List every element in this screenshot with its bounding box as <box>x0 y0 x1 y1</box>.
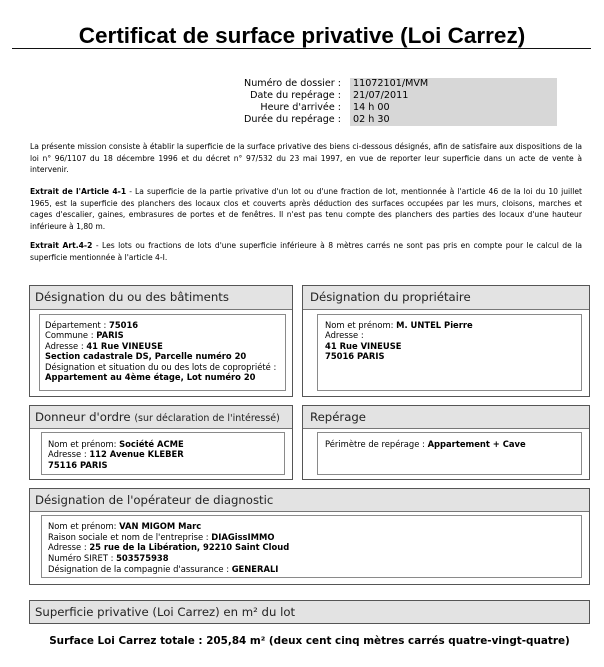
buildings-section <box>29 285 293 397</box>
department-label: Département : <box>45 320 107 330</box>
operator-name-line <box>48 521 581 532</box>
building-address-value: 41 Rue VINEUSE <box>86 340 163 351</box>
article-4-2-text: - Les lots ou fractions de lots d'une superficie inférieure à 8 mètres carrés ne sont pas pris en compte pour le calcul de la superficie mentionnée à l'article 4-I. <box>30 241 582 262</box>
client-address-line <box>48 449 284 459</box>
commune-line <box>45 330 285 340</box>
operator-section <box>29 488 590 585</box>
operator-details <box>41 515 582 578</box>
operator-address-line <box>48 542 581 553</box>
perimeter-value: Appartement + Cave <box>427 439 526 449</box>
building-address-line <box>45 341 285 351</box>
operator-insurance-line <box>48 564 581 575</box>
client-details <box>41 432 285 475</box>
duration-row <box>191 114 557 126</box>
article-4-2-paragraph <box>30 240 582 263</box>
owner-address-line2: 75016 PARIS <box>325 351 385 362</box>
client-section-title: Donneur d'ordre <box>35 410 131 424</box>
operator-name-label: Nom et prénom: <box>48 521 117 531</box>
inspection-date-value: 21/07/2011 <box>350 90 557 102</box>
buildings-details <box>39 314 286 391</box>
dossier-number-value: 11072101/MVM <box>350 78 557 90</box>
operator-name-value: VAN MIGOM Marc <box>119 521 202 531</box>
total-area-line <box>29 634 590 648</box>
total-area-words: (deux cent cinq mètres carrés quatre-vingt-quatre) <box>268 635 570 647</box>
operator-siret-line <box>48 553 581 564</box>
arrival-time-label: Heure d'arrivée : <box>260 102 341 113</box>
owner-section-header: Désignation du propriétaire <box>303 286 589 310</box>
operator-address-value: 25 rue de la Libération, 92210 Saint Cloud <box>89 542 290 553</box>
article-4-1-title: Extrait de l'Article 4-1 <box>30 187 127 196</box>
commune-value: PARIS <box>96 330 124 341</box>
client-address-label: Adresse : <box>48 449 87 460</box>
total-area-label: Surface Loi Carrez totale : <box>49 635 203 647</box>
title-divider <box>12 48 591 49</box>
department-line <box>45 320 285 330</box>
owner-address-label: Adresse : <box>325 330 364 341</box>
area-section-header: Superficie privative (Loi Carrez) en m² du lot <box>30 601 589 623</box>
dossier-info <box>191 78 557 126</box>
lots-label: Désignation et situation du ou des lots de copropriété : <box>45 361 277 372</box>
mission-paragraph: La présente mission consiste à établir la superficie de la surface privative des biens ci-dessous désignés, afin de satisfaire aux dispositions de la loi n° 96/1107 du 18 décembre 1996 et du décret n° 97/532 du 23 mai 1997, en vue de reporter leur superficie dans un acte de vente à intervenir. <box>30 142 582 174</box>
client-address-line2: 75116 PARIS <box>48 459 108 470</box>
owner-address-line1: 41 Rue VINEUSE <box>325 340 402 351</box>
operator-insurance-value: GENERALI <box>231 563 279 574</box>
duration-label: Durée du repérage : <box>243 114 341 125</box>
arrival-time-row <box>191 102 557 114</box>
client-address-value: 112 Avenue KLEBER <box>89 449 184 460</box>
operator-address-label: Adresse : <box>48 542 87 553</box>
owner-details <box>317 314 582 391</box>
client-name-line <box>48 439 284 449</box>
operator-company-line <box>48 532 581 543</box>
operator-siret-label: Numéro SIRET : <box>48 553 114 564</box>
dossier-number-row <box>191 78 557 90</box>
client-section-header <box>30 406 292 429</box>
client-section-note: (sur déclaration de l'intéressé) <box>134 413 280 424</box>
building-address-label: Adresse : <box>45 340 84 351</box>
client-name-value: Société ACME <box>119 439 184 449</box>
operator-company-value: DIAGissIMMO <box>211 531 275 542</box>
area-section <box>29 600 590 624</box>
client-section <box>29 405 293 480</box>
perimeter-label: Périmètre de repérage : <box>325 439 425 449</box>
operator-siret-value: 503575938 <box>116 553 169 564</box>
page-title: Certificat de surface privative (Loi Carrez) <box>78 23 526 48</box>
inspection-details <box>317 432 582 475</box>
inspection-section <box>302 405 590 480</box>
operator-section-header: Désignation de l'opérateur de diagnostic <box>30 489 589 512</box>
duration-value: 02 h 30 <box>350 114 557 126</box>
department-value: 75016 <box>109 320 139 330</box>
article-4-1-text: - La superficie de la partie privative d'un lot ou d'une fraction de lot, mentionnée à l'article 46 de la loi du 10 juillet 1965, est la superficie des planchers des locaux clos et couverts après déduction des surfaces occupées par les murs, cloisons, marches et cages d'escalier, gaines, embrasures de portes et de fenêtres. Il n'est pas tenu compte des planchers des parties des locaux d'une hauteur inférieure à 1,80 m. <box>30 187 583 231</box>
operator-insurance-label: Désignation de la compagnie d'assurance : <box>48 563 230 574</box>
inspection-section-header: Repérage <box>303 406 589 429</box>
commune-label: Commune : <box>45 330 94 341</box>
owner-name-label: Nom et prénom: <box>325 320 394 330</box>
owner-section <box>302 285 590 397</box>
inspection-date-label: Date du repérage : <box>250 90 341 101</box>
lots-value: Appartement au 4ème étage, Lot numéro 20 <box>45 372 256 383</box>
dossier-number-label: Numéro de dossier : <box>244 78 341 89</box>
owner-name-line <box>325 320 581 330</box>
inspection-date-row <box>191 90 557 102</box>
perimeter-line <box>325 439 581 449</box>
operator-company-label: Raison sociale et nom de l'entreprise : <box>48 531 209 542</box>
client-name-label: Nom et prénom: <box>48 439 117 449</box>
owner-name-value: M. UNTEL Pierre <box>396 320 473 330</box>
buildings-section-header: Désignation du ou des bâtiments <box>30 286 292 310</box>
article-4-2-title: Extrait Art.4-2 <box>30 241 93 250</box>
total-area-value: 205,84 m² <box>206 635 266 647</box>
cadastre-line: Section cadastrale DS, Parcelle numéro 20 <box>45 351 247 362</box>
arrival-time-value: 14 h 00 <box>350 102 557 114</box>
article-4-1-paragraph <box>30 186 582 232</box>
